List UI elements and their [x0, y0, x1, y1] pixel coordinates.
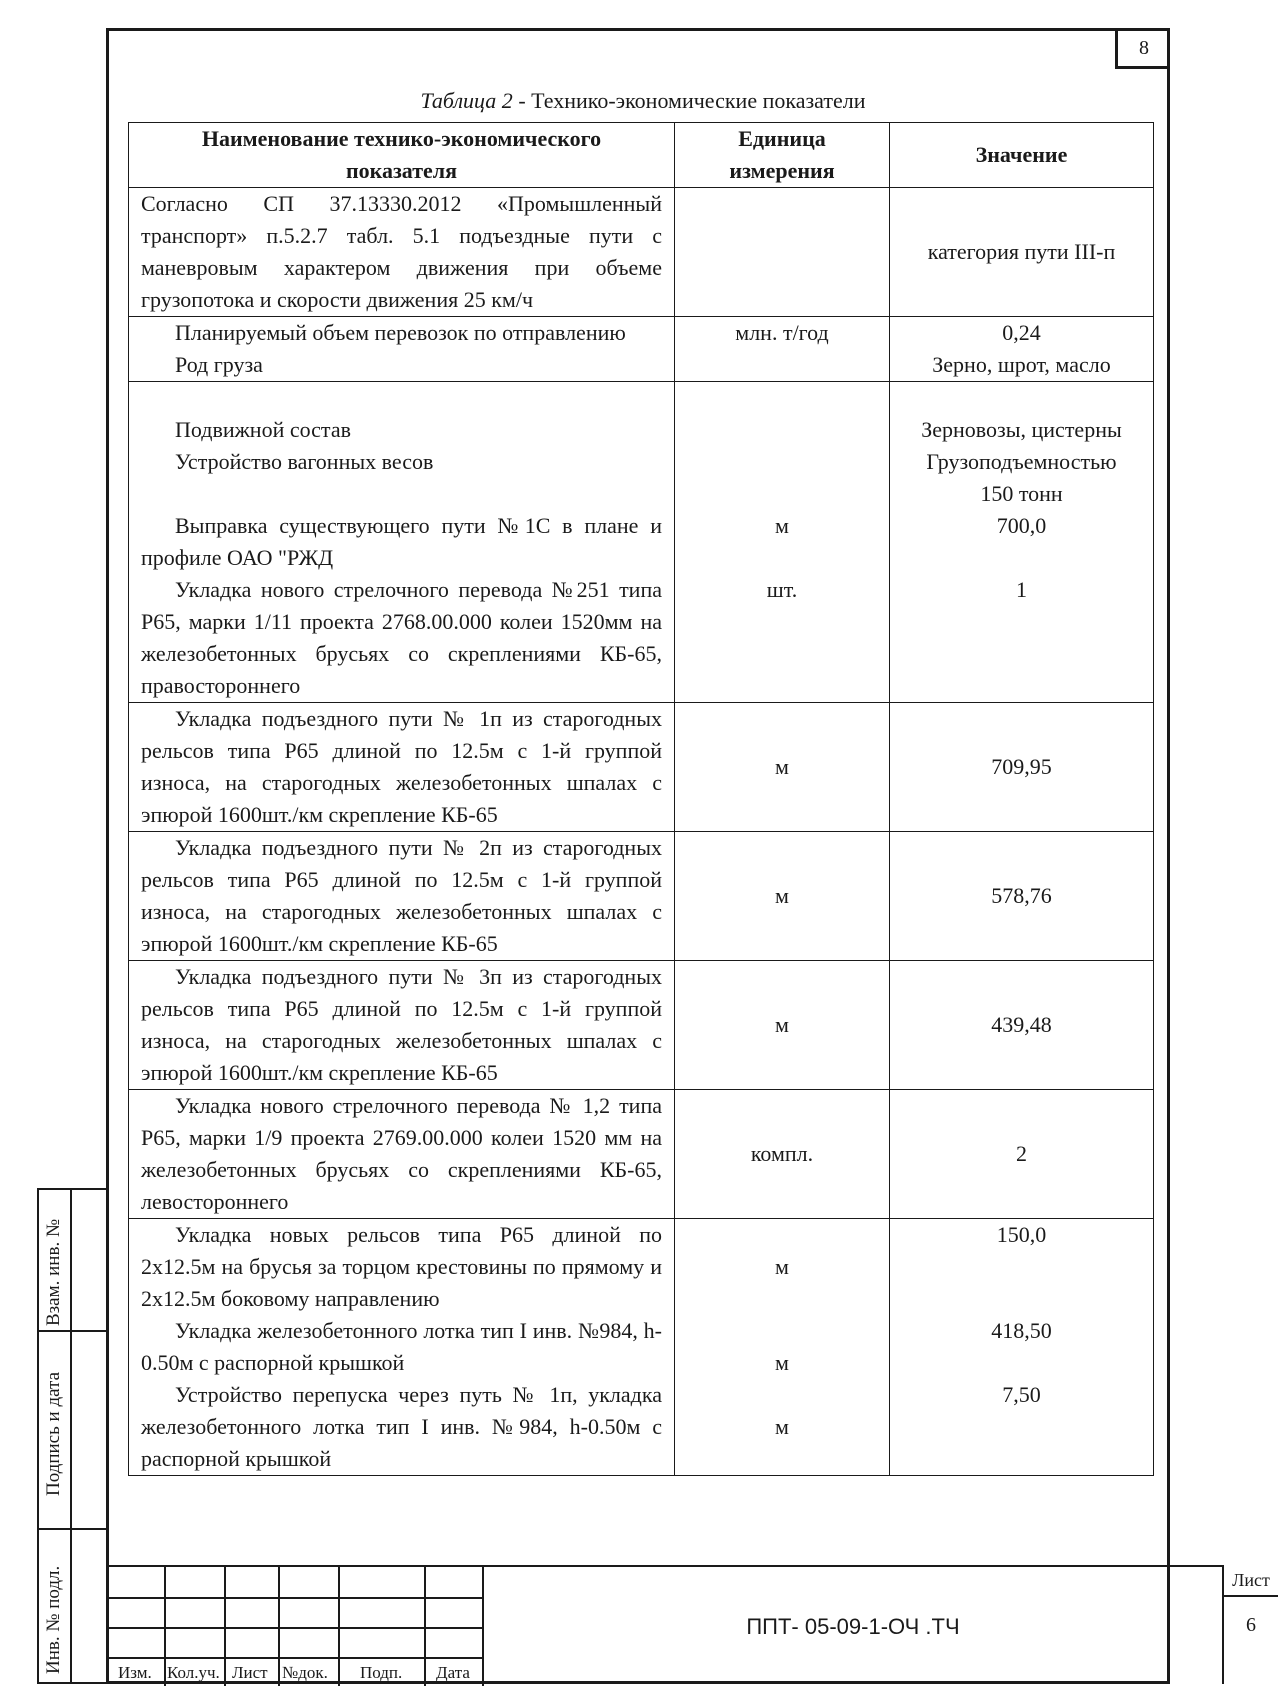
table-caption: [130, 88, 1156, 114]
row-unit: [675, 188, 890, 317]
side-strip: [37, 1188, 106, 1684]
row-name: Укладка подъездного пути № 1п из старогодных рельсов типа Р65 длиной по 12.5м с 1-й группой износа, на старогодных железобетонных шпалах с эпюрой 1600шт./км скрепление КБ-65: [129, 703, 675, 832]
row-name: Планируемый объем перевозок по отправлению Род груза: [129, 317, 675, 382]
stamp-col-line: [224, 1567, 226, 1686]
document-code: ППТ- 05-09-1-ОЧ .ТЧ: [484, 1565, 1222, 1686]
table-row: [129, 188, 1154, 317]
stamp-col-kol: Кол.уч.: [167, 1663, 220, 1682]
row-value: 2: [890, 1090, 1154, 1219]
header-unit: Единица измерения: [675, 123, 890, 188]
row-name: Укладка подъездного пути № 3п из старогодных рельсов типа Р65 длиной по 12.5м с 1-й группой износа, на старогодных железобетонных шпалах с эпюрой 1600шт./км скрепление КБ-65: [129, 961, 675, 1090]
row-name: Укладка новых рельсов типа Р65 длиной по 2х12.5м на брусья за торцом крестовины по прямому и 2х12.5м боковому направлению Укладка железобетонного лотка тип I инв. №984, h- 0.50м с распорной крышкой Устройство перепуска через путь № 1п, укладка железобетонного лотка тип I инв. №984, h-0.50м с распорной крышкой: [129, 1219, 675, 1476]
row-value: категория пути III-п: [890, 188, 1154, 317]
stamp-col-line: [278, 1567, 280, 1686]
header-name: Наименование технико-экономического показателя: [129, 123, 675, 188]
page-number: 8: [1115, 30, 1170, 69]
sheet-label: Лист: [1224, 1565, 1278, 1597]
caption-text: - Технико-экономические показатели: [512, 88, 866, 113]
table-row: [129, 832, 1154, 961]
stamp-col-line: [164, 1567, 166, 1686]
row-unit: м: [675, 961, 890, 1090]
table-row: [129, 961, 1154, 1090]
table-header-row: [129, 123, 1154, 188]
stamp-row-line: [106, 1597, 484, 1599]
row-unit: м: [675, 832, 890, 961]
stamp-row-line: [106, 1657, 484, 1659]
table-row: [129, 1219, 1154, 1476]
sheet-number: 6: [1246, 1614, 1256, 1636]
row-value: 709,95: [890, 703, 1154, 832]
sheet-box: [1222, 1565, 1278, 1684]
row-value: Зерновозы, цистерны Грузоподъемностью 150 тонн 700,0 1: [890, 382, 1154, 703]
row-unit: компл.: [675, 1090, 890, 1219]
stamp-col-sign: Подп.: [360, 1663, 403, 1682]
table-row: [129, 703, 1154, 832]
row-value: 0,24 Зерно, шрот, масло: [890, 317, 1154, 382]
title-stamp: [106, 1565, 1270, 1684]
row-unit: м м м: [675, 1219, 890, 1476]
stamp-col-izm: Изм.: [118, 1663, 152, 1682]
row-name: Согласно СП 37.13330.2012 «Промышленный транспорт» п.5.2.7 табл. 5.1 подъездные пути с маневровым характером движения при объеме грузопотока и скорости движения 25 км/ч: [129, 188, 675, 317]
label-swap-inv: Взам. инв. №: [43, 1218, 64, 1326]
stamp-col-line: [338, 1567, 340, 1686]
side-separator: [39, 1330, 108, 1332]
stamp-col-doc: №док.: [282, 1663, 328, 1682]
label-sign-date: Подпись и дата: [43, 1371, 64, 1496]
table-row: [129, 317, 1154, 382]
row-unit: млн. т/год: [675, 317, 890, 382]
side-separator: [39, 1528, 108, 1530]
row-value: 578,76: [890, 832, 1154, 961]
header-value: Значение: [890, 123, 1154, 188]
stamp-col-date: Дата: [436, 1663, 470, 1682]
caption-prefix: Таблица 2: [420, 88, 513, 113]
row-name: Укладка подъездного пути № 2п из старогодных рельсов типа Р65 длиной по 12.5м с 1-й группой износа, на старогодных железобетонных шпалах с эпюрой 1600шт./км скрепление КБ-65: [129, 832, 675, 961]
label-inv-original: Инв. № подл.: [43, 1565, 64, 1674]
row-name: Подвижной состав Устройство вагонных весов Выправка существующего пути №1С в плане и профиле ОАО "РЖД Укладка нового стрелочного перевода №251 типа Р65, марки 1/11 проекта 2768.00.000 колеи 1520мм на железобетонных брусьях со скреплениями КБ-65, правостороннего: [129, 382, 675, 703]
side-divider: [70, 1190, 72, 1682]
table-row: [129, 1090, 1154, 1219]
row-name: Укладка нового стрелочного перевода № 1,2 типа Р65, марки 1/9 проекта 2769.00.000 колеи 1520 мм на железобетонных брусьях со скреплениями КБ-65, левостороннего: [129, 1090, 675, 1219]
row-unit: м: [675, 703, 890, 832]
indicators-table: [128, 122, 1154, 1476]
stamp-row-line: [106, 1627, 484, 1629]
table-row: [129, 382, 1154, 703]
row-value: 150,0 418,50 7,50: [890, 1219, 1154, 1476]
row-unit: м шт.: [675, 382, 890, 703]
stamp-col-list: Лист: [232, 1663, 268, 1682]
stamp-col-line: [424, 1567, 426, 1686]
stamp-grid: [106, 1565, 484, 1686]
row-value: 439,48: [890, 961, 1154, 1090]
